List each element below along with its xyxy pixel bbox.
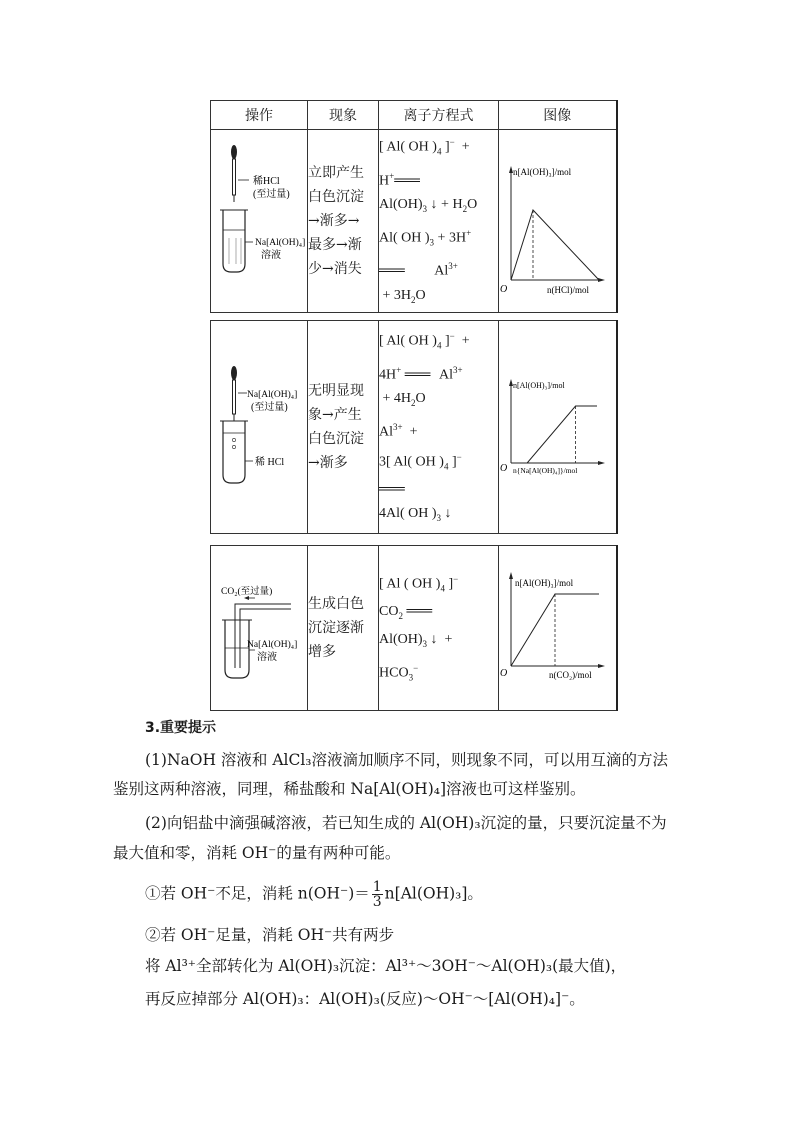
- phenomenon-cell: [308, 546, 379, 711]
- case-two-line: ②若 OH⁻足量，消耗 OH⁻共有两步: [145, 926, 395, 944]
- tube-sub-label: 溶液: [261, 250, 281, 261]
- step-two-line: 再反应掉部分 Al(OH)₃：Al(OH)₃(反应)～OH⁻～[Al(OH)₄]⁻。: [145, 990, 585, 1008]
- ionic-equation-cell: [ Al( OH )$_4$ ]− + 4H+ ═══ $Al^{3+}$ + $4H_2O$ $Al^{3+}$ + 3[ Al( OH )$_4$ ]− ═══ 4Al( OH )$_3$ ↓: [379, 321, 499, 534]
- x-axis-arrow: [598, 664, 605, 668]
- series-line: [511, 406, 597, 463]
- origin-label: O: [500, 668, 508, 679]
- graph-co2-into-aluminate: [499, 546, 617, 706]
- note-paragraph: 鉴别这两种溶液，同理，稀盐酸和 Na[Al(OH)₄]溶液也可这样鉴别。: [113, 780, 586, 798]
- graph-cell: [499, 321, 617, 534]
- graph-hcl-into-aluminate: [499, 130, 617, 308]
- table-block-1: [210, 100, 618, 313]
- gas-tube-apparatus: [211, 546, 308, 706]
- dropper-tube-apparatus: [211, 321, 308, 529]
- table-row: [211, 321, 617, 534]
- dropper-icon: [231, 145, 237, 202]
- case-one-pre: ①若 OH⁻不足，消耗 n(OH⁻)＝: [145, 884, 370, 903]
- table-block-2: [210, 320, 618, 534]
- phenomenon-line: 象→产生: [308, 407, 362, 423]
- graph-aluminate-into-hcl: [499, 321, 617, 529]
- test-tube-icon: [220, 210, 248, 272]
- tube-label: 稀 HCl: [255, 457, 285, 468]
- origin-label: O: [500, 284, 508, 295]
- x-axis-label: n(CO₂)/mol: [549, 670, 592, 680]
- y-axis-arrow: [509, 572, 513, 579]
- case-one-line: [145, 880, 483, 909]
- phenomenon-line: 沉淀逐渐: [308, 620, 364, 636]
- x-axis-arrow: [598, 461, 605, 465]
- ionic-equation-cell: [ Al( OH )$_4$ ]− + H+═══ $Al(OH)_3$ ↓ + $H_2O$ Al( OH )$_3 + 3H^+$ ═══ $Al^{3+}$ + $3H_2O$: [379, 130, 499, 313]
- table-header-row: [211, 101, 617, 130]
- phenomenon-line: 少→消失: [308, 261, 362, 277]
- dropper-label: 稀HCl: [253, 176, 280, 187]
- fraction-denominator: 3: [372, 894, 382, 910]
- phenomenon-line: →渐多: [308, 455, 348, 471]
- table-row: [211, 130, 617, 313]
- origin-label: O: [500, 463, 508, 474]
- phenomenon-line: →渐多→: [308, 213, 360, 229]
- note-paragraph: (2)向铝盐中滴强碱溶液，若已知生成的 Al(OH)₃沉淀的量，只要沉淀量不为: [145, 814, 667, 832]
- phenomenon-line: 无明显现: [308, 383, 364, 399]
- phenomenon-line: 立即产生: [308, 165, 364, 181]
- ionic-equation-cell: [ Al ( OH )$_4$ ]− $CO_2$ ═══ $Al(OH)_3$ ↓ + $HCO_3^-$: [379, 546, 499, 711]
- case-one-post: n[Al(OH)₃]。: [384, 884, 483, 903]
- phenomenon-cell: [308, 130, 379, 313]
- tube-label: Na[Al(OH)₄]: [255, 238, 306, 248]
- tube-sub-label: 溶液: [257, 652, 277, 663]
- header-graph: 图像: [499, 101, 617, 130]
- y-axis-label: n[Al(OH)₃]/mol: [513, 381, 565, 390]
- header-operation: 操作: [211, 101, 308, 130]
- header-phenomenon: 现象: [308, 101, 379, 130]
- table-row: [211, 546, 617, 711]
- phenomenon-cell: [308, 321, 379, 534]
- fraction: [372, 880, 383, 909]
- dropper-tube-apparatus: [211, 130, 308, 308]
- x-axis-arrow: [598, 278, 605, 282]
- y-axis-label: n[Al(OH)₃]/mol: [513, 167, 572, 177]
- phenomenon-line: 增多: [308, 644, 336, 660]
- note-paragraph: (1)NaOH 溶液和 AlCl₃溶液滴加顺序不同，则现象不同，可以用互滴的方法: [145, 751, 669, 769]
- dropper-icon: [231, 366, 237, 421]
- x-axis-label: n{Na[Al(OH)₄]}/mol: [513, 466, 578, 475]
- graph-cell: [499, 130, 617, 313]
- fraction-numerator: 1: [372, 879, 382, 895]
- dropper-label: Na[Al(OH)₄]: [247, 390, 298, 400]
- test-tube-icon: [220, 421, 248, 483]
- operation-cell: [211, 130, 308, 313]
- notes-heading: 3.重要提示: [145, 720, 217, 736]
- step-one-line: 将 Al³⁺全部转化为 Al(OH)₃沉淀：Al³⁺～3OH⁻～Al(OH)₃(最大值)，: [145, 957, 627, 975]
- operation-cell: [211, 321, 308, 534]
- operation-cell: [211, 546, 308, 711]
- dropper-sub-label: (至过量): [251, 402, 288, 413]
- note-paragraph: 最大值和零，消耗 OH⁻的量有两种可能。: [113, 844, 401, 862]
- gas-label: CO₂(至过量): [221, 587, 273, 597]
- series-line: [511, 210, 599, 280]
- graph-cell: [499, 546, 617, 711]
- phenomenon-line: 白色沉淀: [308, 189, 364, 205]
- tube-label: Na[Al(OH)₄]: [247, 640, 298, 650]
- y-axis-label: n[Al(OH)₃]/mol: [515, 578, 574, 588]
- table-block-3: [210, 545, 618, 711]
- x-axis-label: n(HCl)/mol: [547, 285, 589, 295]
- header-ionic-equation: 离子方程式: [379, 101, 499, 130]
- phenomenon-line: 最多→渐: [308, 237, 362, 253]
- phenomenon-line: 生成白色: [308, 596, 364, 612]
- phenomenon-line: 白色沉淀: [308, 431, 364, 447]
- dropper-sub-label: (至过量): [253, 189, 290, 200]
